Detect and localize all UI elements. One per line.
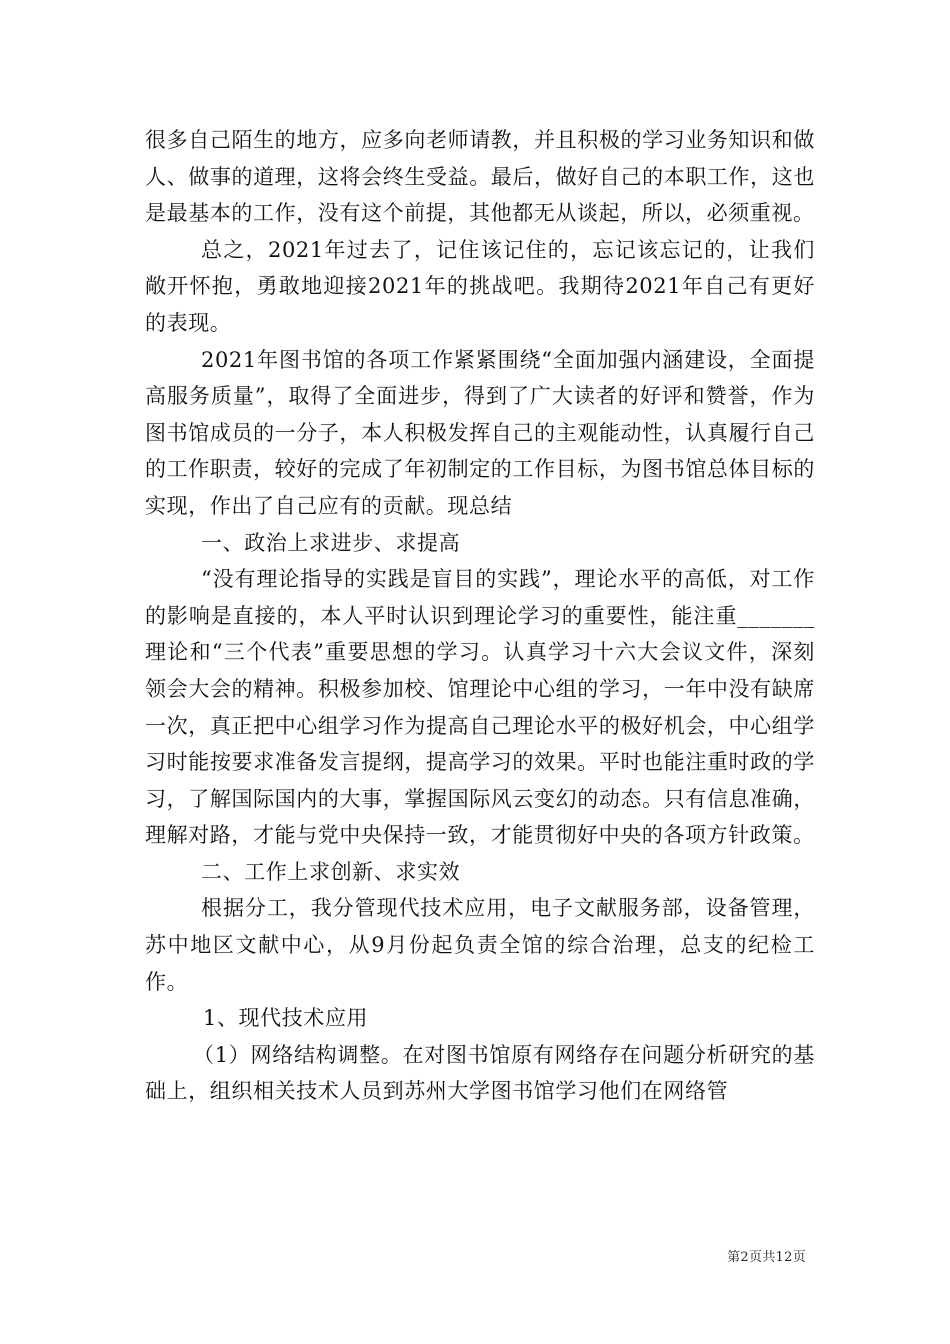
paragraph-intro: 2021年图书馆的各项工作紧紧围绕“全面加强内涵建设，全面提高服务质量”，取得了全面进步，得到了广大读者的好评和赞誉，作为图书馆成员的一分子，本人积极发挥自己的主观能动性，认真履行自己的工作职责，较好的完成了年初制定的工作目标，为图书馆总体目标的实现，作出了自己应有的贡献。现总结: [145, 347, 815, 518]
paragraph-summary: 总之，2021年过去了，记住该记住的，忘记该忘记的，让我们敞开怀抱，勇敢地迎接2021年的挑战吧。我期待2021年自己有更好的表现。: [145, 237, 815, 335]
section-heading-politics: 一、政治上求进步、求提高: [201, 530, 461, 555]
paragraph-politics: “没有理论指导的实践是盲目的实践”，理论水平的高低，对工作的影响是直接的，本人平时认识到理论学习的重要性，能注重_______理论和“三个代表”重要思想的学习。认真学习十六大会议文件，深刻领会大会的精神。积极参加校、馆理论中心组的学习，一年中没有缺席一次，真正把中心组学习作为提高自己理论水平的极好机会，中心组学习时能按要求准备发言提纲，提高学习的效果。平时也能注重时政的学习，了解国际国内的大事，掌握国际风云变幻的动态。只有信息准确，理解对路，才能与党中央保持一致，才能贯彻好中央的各项方针政策。: [145, 567, 815, 848]
section-heading-work: 二、工作上求创新、求实效: [201, 859, 461, 884]
document-body: [145, 122, 815, 1110]
paragraph-network: （1）网络结构调整。在对图书馆原有网络存在问题分析研究的基础上，组织相关技术人员到苏州大学图书馆学习他们在网络管: [145, 1042, 815, 1104]
subsection-heading-technology: 1、现代技术应用: [203, 1006, 369, 1031]
page-number-footer: 第2页共12页: [727, 1250, 806, 1265]
paragraph-continuation: 很多自己陌生的地方，应多向老师请教，并且积极的学习业务知识和做人、做事的道理，这将会终生受益。最后，做好自己的本职工作，这也是最基本的工作，没有这个前提，其他都无从谈起，所以，必须重视。: [145, 128, 815, 226]
paragraph-work: 根据分工，我分管现代技术应用，电子文献服务部，设备管理，苏中地区文献中心，从9月份起负责全馆的综合治理，总支的纪检工作。: [145, 896, 815, 994]
